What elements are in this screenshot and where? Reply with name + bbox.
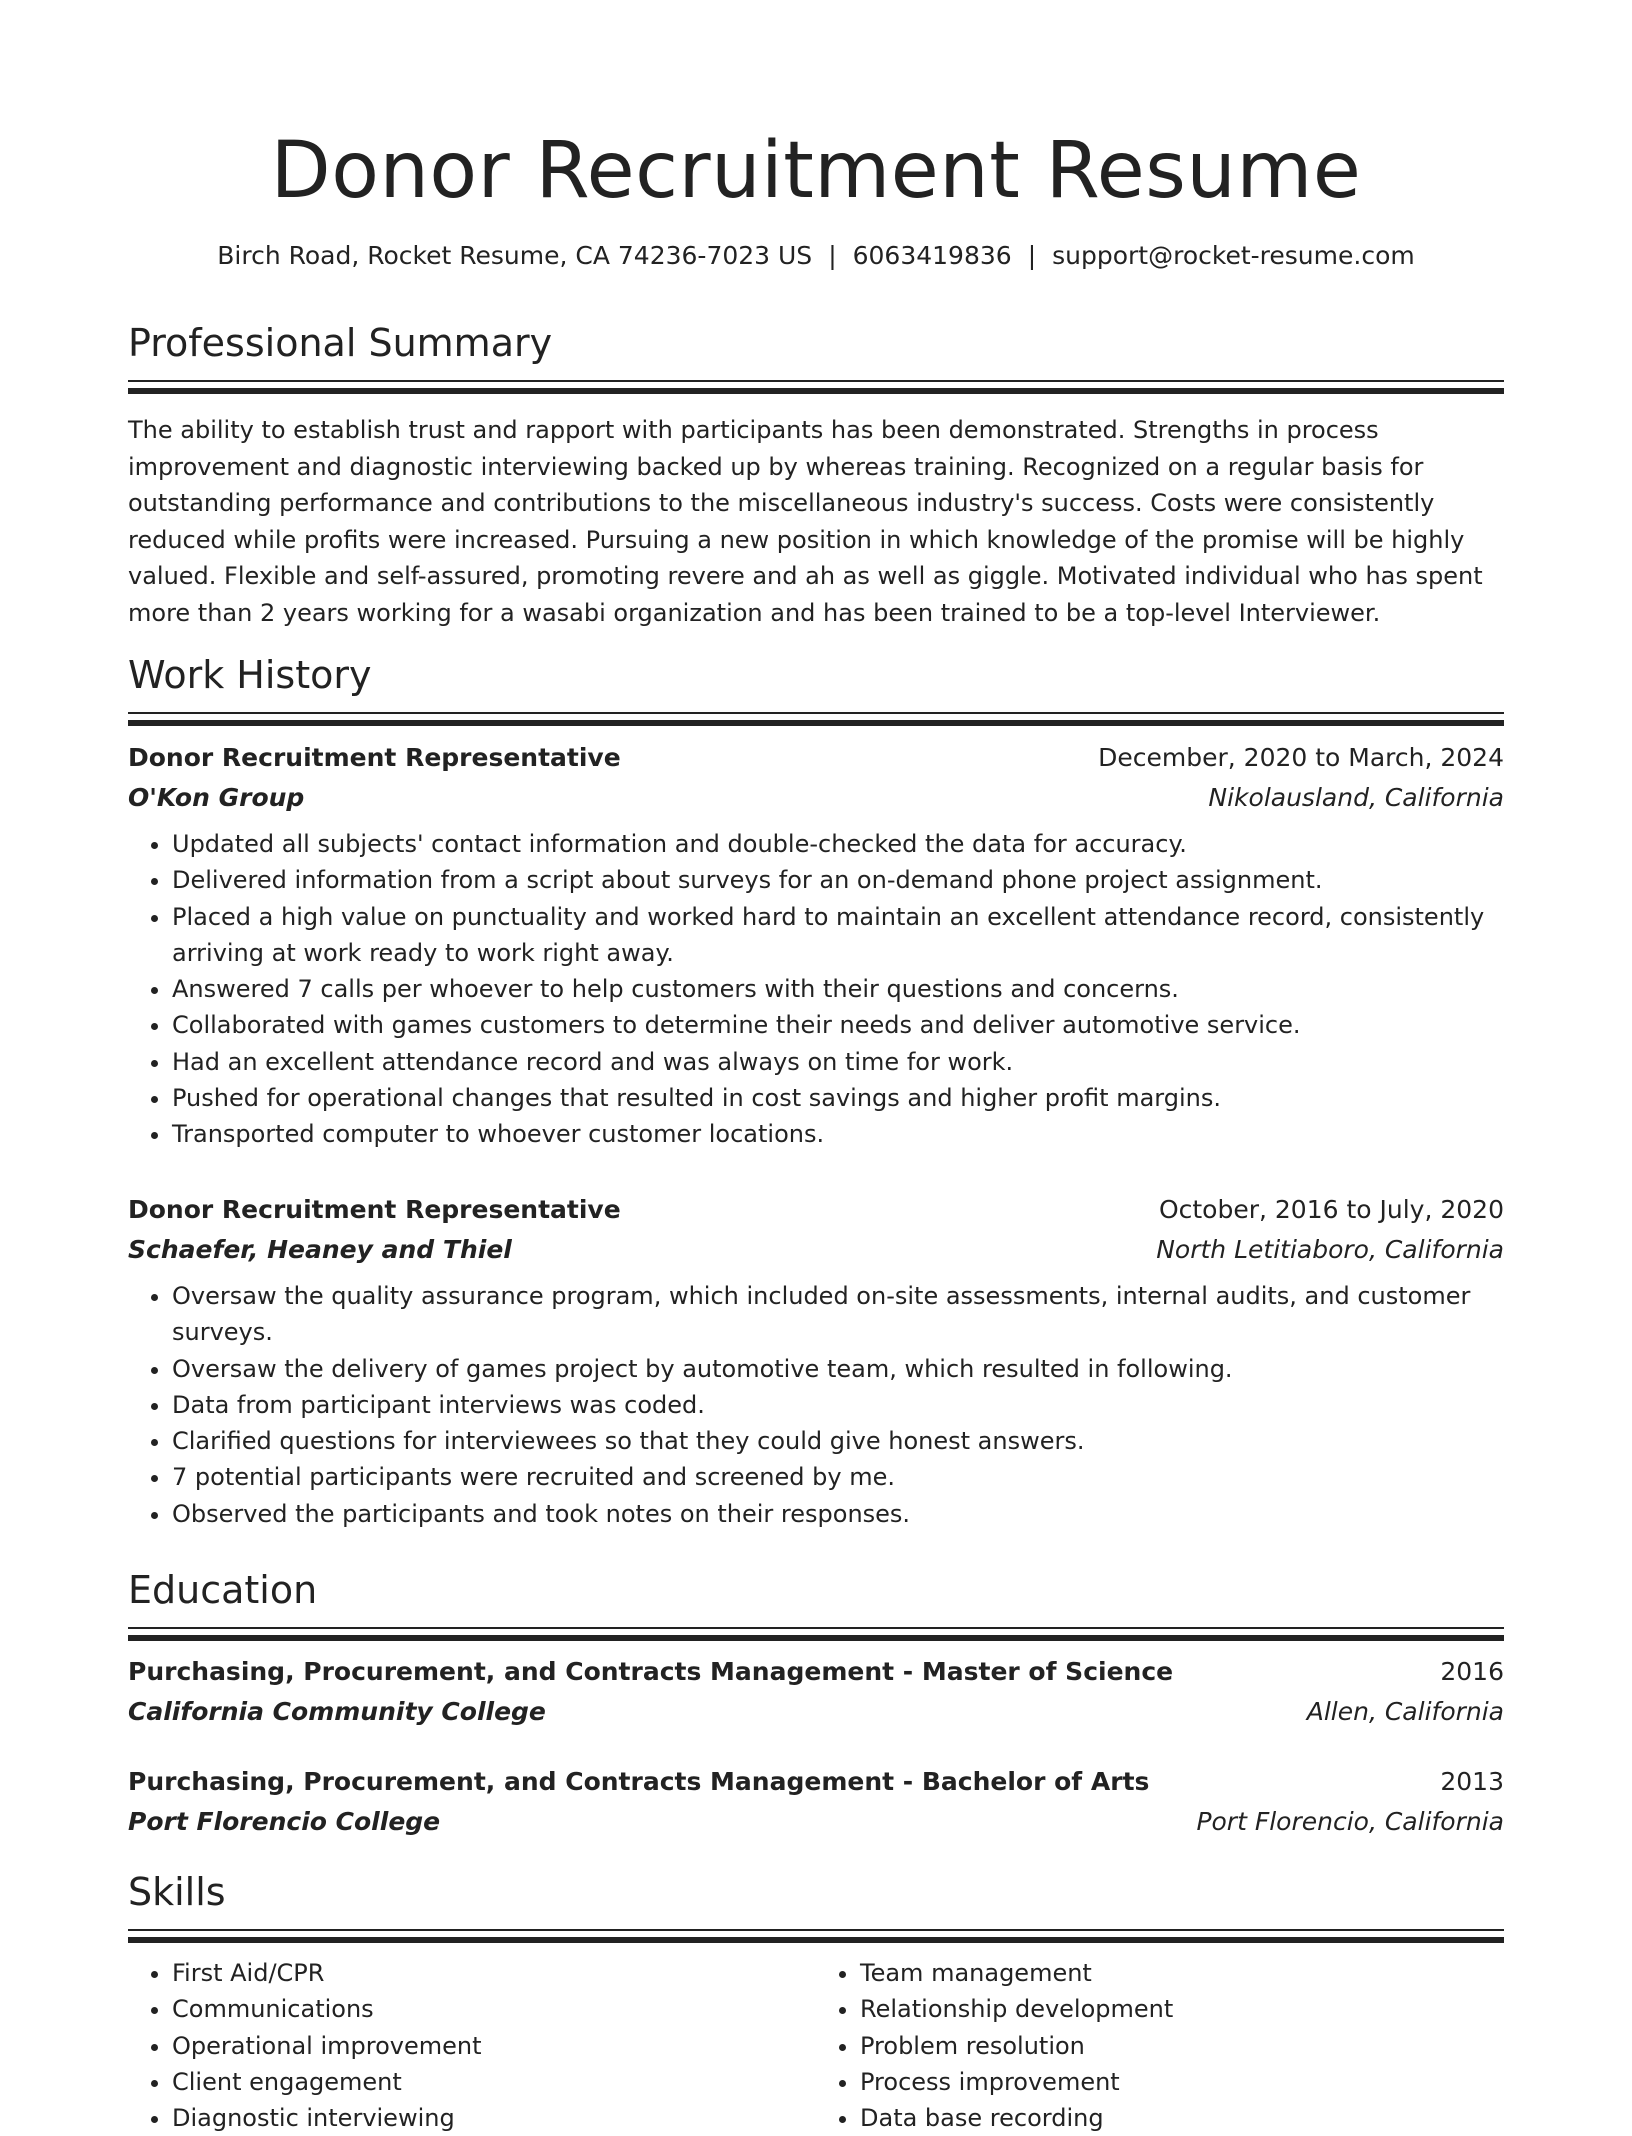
list-item: • Transported computer to whoever customer locations.	[172, 1116, 1504, 1152]
job-company: Schaefer, Heaney and Thiel	[128, 1235, 512, 1264]
contact-phone: 6063419836	[852, 241, 1012, 270]
list-item: • 7 potential participants were recruited and screened by me.	[172, 1459, 1504, 1495]
list-item: • Had an excellent attendance record and was always on time for work.	[172, 1044, 1504, 1080]
list-item: • Updated all subjects' contact information and double-checked the data for accuracy.	[172, 826, 1504, 862]
job-entry	[128, 1190, 1504, 1532]
job-bullets	[128, 826, 1504, 1153]
list-item: • Oversaw the delivery of games project by automotive team, which resulted in following.	[172, 1351, 1504, 1387]
job-company: O'Kon Group	[128, 783, 305, 812]
list-item: • Delivered information from a script about surveys for an on-demand phone project assignment.	[172, 862, 1504, 898]
list-item: • Problem resolution	[860, 2028, 1504, 2064]
education-subheader	[128, 1802, 1504, 1842]
contact-separator: |	[828, 241, 837, 270]
job-entry	[128, 738, 1504, 1153]
skills-list-left	[128, 1955, 816, 2136]
education-year: 2013	[1440, 1767, 1504, 1796]
job-title: Donor Recruitment Representative	[128, 743, 621, 772]
job-dates: October, 2016 to July, 2020	[1158, 1195, 1504, 1224]
list-item: • Oversaw the quality assurance program, which included on-site assessments, internal audits, and customer surveys.	[172, 1278, 1504, 1351]
list-item: • Data base recording	[860, 2100, 1504, 2136]
job-header	[128, 1190, 1504, 1230]
job-subheader	[128, 778, 1504, 818]
list-item: • Client engagement	[172, 2064, 816, 2100]
section-divider	[128, 380, 1504, 394]
section-title-education: Education	[128, 1568, 318, 1612]
education-header	[128, 1652, 1504, 1692]
job-dates: December, 2020 to March, 2024	[1098, 743, 1504, 772]
education-school: Port Florencio College	[128, 1807, 441, 1836]
education-degree: Purchasing, Procurement, and Contracts Management - Bachelor of Arts	[128, 1767, 1150, 1796]
list-item: • Collaborated with games customers to determine their needs and deliver automotive service.	[172, 1007, 1504, 1043]
summary-section	[128, 318, 1504, 631]
list-item: • First Aid/CPR	[172, 1955, 816, 1991]
section-divider	[128, 1627, 1504, 1641]
list-item: • Clarified questions for interviewees so that they could give honest answers.	[172, 1423, 1504, 1459]
list-item: • Communications	[172, 1991, 816, 2027]
skills-list-right	[816, 1955, 1504, 2136]
contact-email: support@rocket-resume.com	[1052, 241, 1415, 270]
list-item: • Process improvement	[860, 2064, 1504, 2100]
section-divider	[128, 1929, 1504, 1943]
contact-line	[128, 238, 1504, 274]
education-school: California Community College	[128, 1697, 546, 1726]
job-location: Nikolausland, California	[1208, 783, 1504, 812]
list-item: • Placed a high value on punctuality and worked hard to maintain an excellent attendance record, consistently arriving at work ready to work right away.	[172, 899, 1504, 972]
section-divider	[128, 712, 1504, 726]
contact-separator: |	[1027, 241, 1037, 270]
education-subheader	[128, 1692, 1504, 1732]
list-item: • Observed the participants and took notes on their responses.	[172, 1496, 1504, 1532]
job-title: Donor Recruitment Representative	[128, 1195, 621, 1224]
list-item: • Diagnostic interviewing	[172, 2100, 816, 2136]
education-location: Port Florencio, California	[1196, 1807, 1504, 1836]
list-item: • Relationship development	[860, 1991, 1504, 2027]
contact-address: Birch Road, Rocket Resume, CA 74236-7023 US	[217, 241, 813, 270]
work-section	[128, 650, 1504, 726]
skills-columns	[128, 1955, 1504, 2136]
list-item: • Answered 7 calls per whoever to help customers with their questions and concerns.	[172, 971, 1504, 1007]
education-entry	[128, 1762, 1504, 1842]
education-location: Allen, California	[1306, 1697, 1504, 1726]
list-item: • Team management	[860, 1955, 1504, 1991]
job-location: North Letitiaboro, California	[1156, 1235, 1504, 1264]
education-year: 2016	[1440, 1657, 1504, 1686]
job-header	[128, 738, 1504, 778]
education-header	[128, 1762, 1504, 1802]
section-title-skills: Skills	[128, 1870, 226, 1914]
section-title-summary: Professional Summary	[128, 321, 553, 365]
job-bullets	[128, 1278, 1504, 1532]
job-subheader	[128, 1230, 1504, 1270]
list-item: • Pushed for operational changes that resulted in cost savings and higher profit margins.	[172, 1080, 1504, 1116]
skills-section	[128, 1867, 1504, 2136]
summary-text: The ability to establish trust and rapport with participants has been demonstrated. Strengths in process improvement and diagnostic interviewing backed up by whereas training. Recognized on a regular basis for outstanding performance and contributions to the miscellaneous industry's success. Costs were consistently reduced while profits were increased. Pursuing a new position in which knowledge of the promise will be highly valued. Flexible and self-assured, promoting revere and ah as well as giggle. Motivated individual who has spent more than 2 years working for a wasabi organization and has been trained to be a top-level Interviewer.	[128, 416, 1483, 627]
list-item: • Data from participant interviews was coded.	[172, 1387, 1504, 1423]
education-entry	[128, 1652, 1504, 1732]
section-title-work: Work History	[128, 653, 372, 697]
education-section	[128, 1565, 1504, 1641]
resume-name: Donor Recruitment Resume	[270, 126, 1362, 216]
education-degree: Purchasing, Procurement, and Contracts Management - Master of Science	[128, 1657, 1174, 1686]
list-item: • Operational improvement	[172, 2028, 816, 2064]
